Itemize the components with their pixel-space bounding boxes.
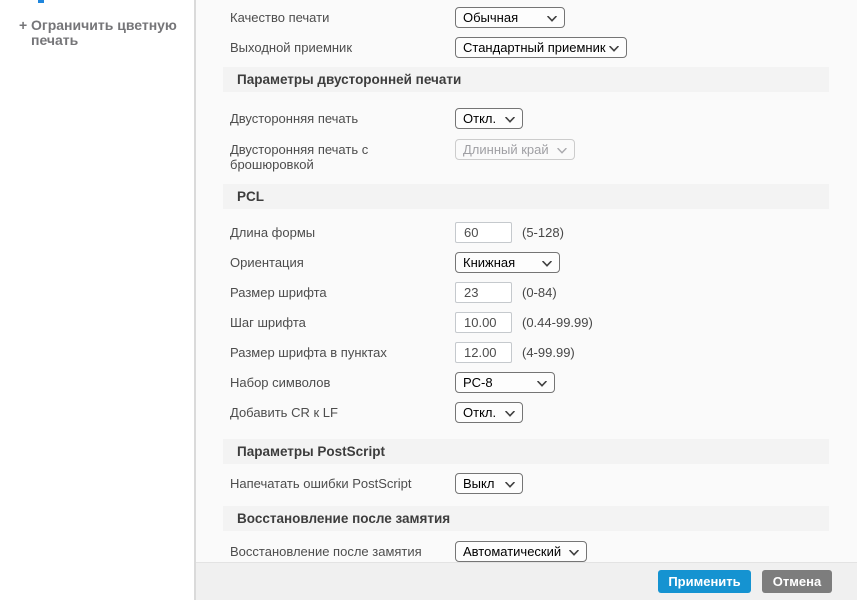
row-duplex-print bbox=[196, 108, 857, 129]
duplex-binding-select bbox=[455, 139, 575, 160]
expand-plus-icon[interactable]: + bbox=[19, 17, 28, 33]
duplex-print-select[interactable] bbox=[455, 108, 523, 129]
output-bin-label: Выходной приемник bbox=[230, 40, 353, 55]
print-quality-label: Качество печати bbox=[230, 10, 330, 25]
section-duplex-options bbox=[223, 67, 829, 92]
section-jam-recovery bbox=[223, 506, 829, 531]
chevron-down-icon bbox=[505, 476, 515, 491]
duplex-print-value: Откл. bbox=[463, 111, 497, 126]
jam-recovery-label: Восстановление после замятия bbox=[230, 544, 422, 559]
symbol-set-label: Набор символов bbox=[230, 375, 331, 390]
output-bin-value: Стандартный приемник bbox=[463, 40, 606, 55]
chevron-down-icon bbox=[547, 10, 557, 25]
font-pitch-input[interactable] bbox=[455, 312, 512, 333]
section-title: PCL bbox=[237, 189, 264, 204]
chevron-down-icon bbox=[505, 405, 515, 420]
font-point-size-range-hint: (4-99.99) bbox=[522, 345, 575, 360]
form-length-label: Длина формы bbox=[230, 225, 316, 240]
section-title: Параметры PostScript bbox=[237, 444, 385, 459]
row-output-bin bbox=[196, 37, 857, 58]
print-ps-errors-value: Выкл bbox=[463, 476, 495, 491]
row-duplex-binding bbox=[196, 139, 857, 172]
append-cr-lf-value: Откл. bbox=[463, 405, 497, 420]
chevron-down-icon bbox=[557, 142, 567, 157]
section-title: Параметры двусторонней печати bbox=[237, 72, 462, 87]
jam-recovery-select[interactable] bbox=[455, 541, 587, 562]
duplex-print-label: Двусторонняя печать bbox=[230, 111, 359, 126]
font-point-size-input[interactable] bbox=[455, 342, 512, 363]
row-append-cr-lf bbox=[196, 402, 857, 423]
row-font-point-size bbox=[196, 342, 857, 363]
font-size-label: Размер шрифта bbox=[230, 285, 327, 300]
row-jam-recovery bbox=[196, 541, 857, 562]
font-point-size-label: Размер шрифта в пунктах bbox=[230, 345, 387, 360]
font-pitch-range-hint: (0.44-99.99) bbox=[522, 315, 593, 330]
chevron-down-icon bbox=[569, 544, 579, 559]
append-cr-lf-label: Добавить CR к LF bbox=[230, 405, 338, 420]
apply-button[interactable]: Применить bbox=[658, 570, 751, 593]
sidebar bbox=[0, 0, 196, 600]
symbol-set-value: PC-8 bbox=[463, 375, 493, 390]
row-orientation bbox=[196, 252, 857, 273]
duplex-binding-value: Длинный край bbox=[463, 142, 549, 157]
print-quality-select[interactable] bbox=[455, 7, 565, 28]
chevron-down-icon bbox=[542, 255, 552, 270]
cutoff-sidebar-item-fragment bbox=[38, 0, 44, 3]
chevron-down-icon bbox=[537, 375, 547, 390]
row-symbol-set bbox=[196, 372, 857, 393]
row-print-quality bbox=[196, 7, 857, 28]
row-print-ps-errors bbox=[196, 473, 857, 494]
font-size-input[interactable] bbox=[455, 282, 512, 303]
sidebar-item-label: Ограничить цветную печать bbox=[31, 17, 177, 48]
form-length-input[interactable] bbox=[455, 222, 512, 243]
form-length-range-hint: (5-128) bbox=[522, 225, 564, 240]
print-quality-value: Обычная bbox=[463, 10, 519, 25]
section-pcl bbox=[223, 184, 829, 209]
font-pitch-label: Шаг шрифта bbox=[230, 315, 306, 330]
print-ps-errors-select[interactable] bbox=[455, 473, 523, 494]
cancel-button[interactable]: Отмена bbox=[762, 570, 832, 593]
font-size-range-hint: (0-84) bbox=[522, 285, 557, 300]
chevron-down-icon bbox=[609, 40, 619, 55]
output-bin-select[interactable] bbox=[455, 37, 627, 58]
duplex-binding-label: Двусторонняя печать с брошюровкой bbox=[230, 142, 369, 172]
print-ps-errors-label: Напечатать ошибки PostScript bbox=[230, 476, 412, 491]
section-title: Восстановление после замятия bbox=[237, 511, 451, 526]
jam-recovery-value: Автоматический bbox=[463, 544, 562, 559]
section-postscript bbox=[223, 439, 829, 464]
append-cr-lf-select[interactable] bbox=[455, 402, 523, 423]
row-form-length bbox=[196, 222, 857, 243]
chevron-down-icon bbox=[505, 111, 515, 126]
orientation-label: Ориентация bbox=[230, 255, 304, 270]
footer-action-bar bbox=[196, 562, 857, 600]
orientation-select[interactable] bbox=[455, 252, 560, 273]
sidebar-item-restrict-color-print[interactable] bbox=[0, 0, 194, 48]
row-font-size bbox=[196, 282, 857, 303]
symbol-set-select[interactable] bbox=[455, 372, 555, 393]
row-font-pitch bbox=[196, 312, 857, 333]
settings-panel bbox=[196, 0, 857, 600]
orientation-value: Книжная bbox=[463, 255, 516, 270]
